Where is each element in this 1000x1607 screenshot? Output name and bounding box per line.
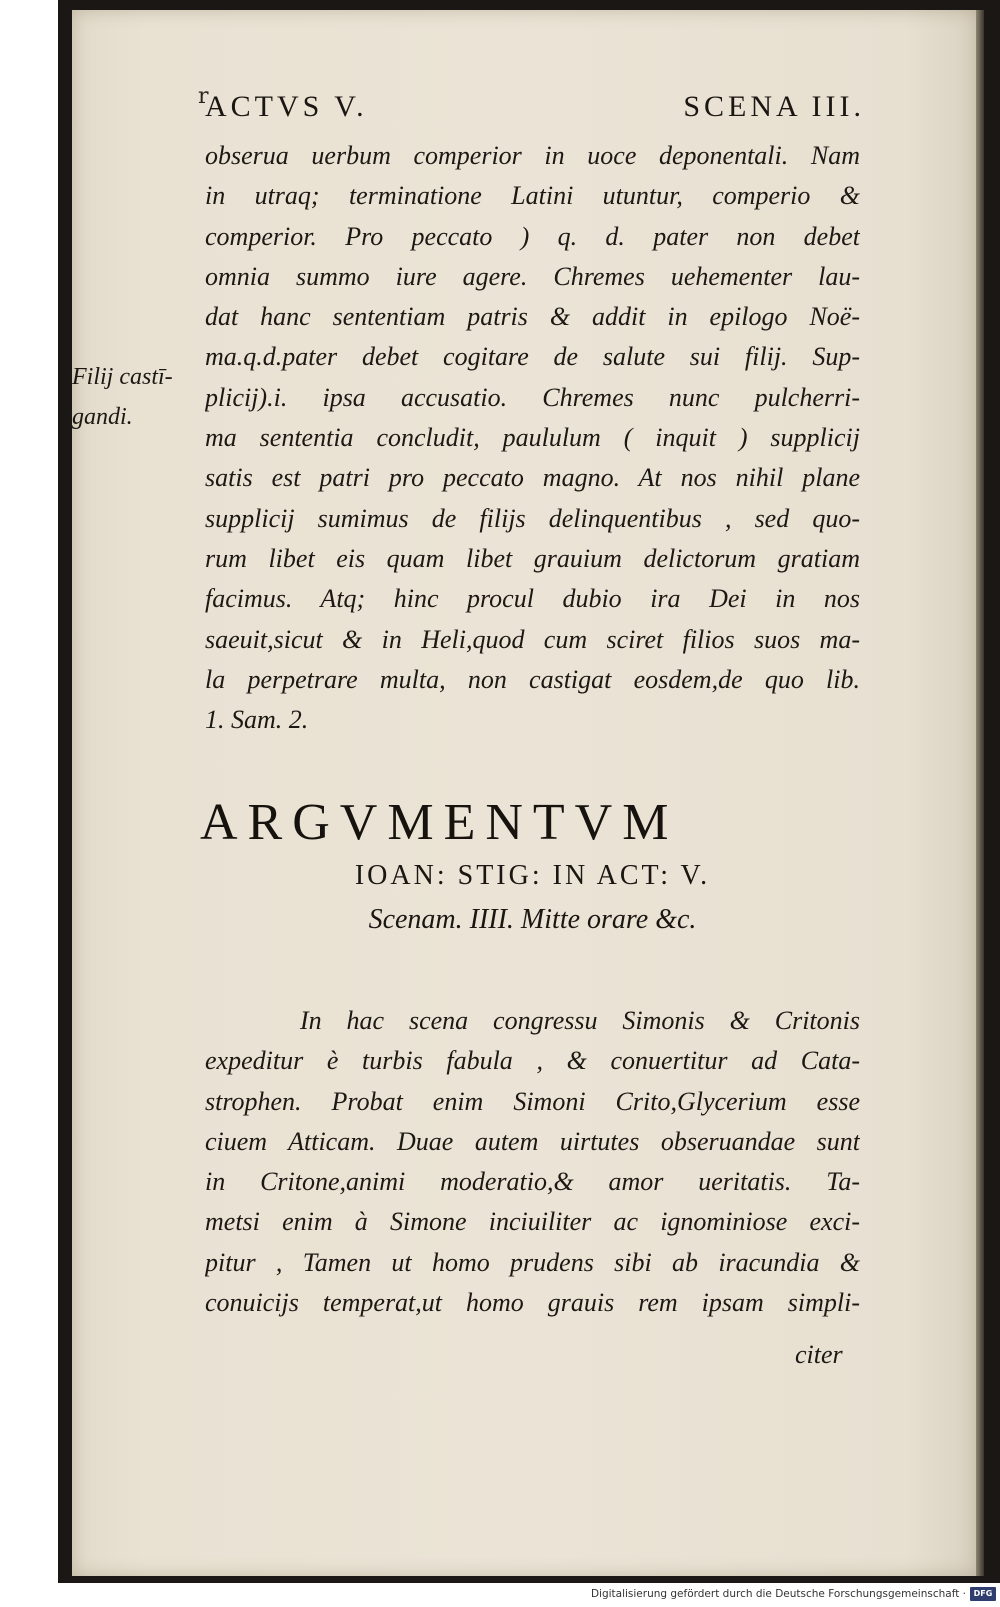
text-line: conuicijs temperat,ut homo grauis rem ipsam simpli-	[205, 1288, 860, 1318]
argumentum-scene: Scenam. IIII. Mitte orare &c.	[368, 904, 697, 935]
text-line: metsi enim à Simone inciuiliter ac ignominiose exci-	[205, 1207, 860, 1237]
text-line: omnia summo iure agere. Chremes uehementer lau-	[205, 261, 860, 291]
text-line: expeditur è turbis fabula , & conuertitur ad Cata-	[205, 1046, 860, 1076]
digitization-footer	[0, 1584, 1000, 1607]
funding-credit: Digitalisierung gefördert durch die Deutsche Forschungsgemeinschaft ·	[590, 1588, 966, 1600]
commentary-text	[205, 136, 860, 740]
catchword: citer	[795, 1340, 843, 1369]
text-line: ciuem Atticam. Duae autem uirtutes obseruandae sunt	[205, 1126, 860, 1156]
text-line: saeuit,sicut & in Heli,quod cum sciret filios suos ma-	[205, 624, 860, 654]
text-line: pitur , Tamen ut homo prudens sibi ab iracundia &	[205, 1247, 860, 1277]
argument-text	[205, 1001, 860, 1323]
marginal-note	[72, 357, 202, 437]
page-edge	[976, 10, 984, 1576]
text-line: 1. Sam. 2.	[205, 705, 309, 735]
running-head	[205, 90, 865, 124]
marginal-line: gandi.	[72, 404, 133, 430]
running-head-scene: SCENA III.	[683, 90, 865, 123]
text-line: in Critone,animi moderatio,& amor ueritatis. Ta-	[205, 1167, 860, 1197]
text-line: dat hanc sententiam patris & addit in epilogo Noë-	[205, 302, 860, 332]
text-line: rum libet eis quam libet grauium delictorum gratiam	[205, 543, 860, 573]
text-line: la perpetrare multa, non castigat eosdem,de quo lib.	[205, 664, 860, 694]
text-line: ma sententia concludit, paululum ( inquit ) supplicij	[205, 423, 860, 453]
text-line: ma.q.d.pater debet cogitare de salute sui filij. Sup-	[205, 342, 860, 372]
text-line: comperior. Pro peccato ) q. d. pater non debet	[205, 221, 860, 251]
text-line: facimus. Atq; hinc procul dubio ira Dei in nos	[205, 584, 860, 614]
dfg-logo[interactable]: DFG	[970, 1587, 996, 1601]
argumentum-author: IOAN: STIG: IN ACT: V.	[354, 860, 711, 891]
text-line: in utraq; terminatione Latini utuntur, comperio &	[205, 181, 860, 211]
text-line: strophen. Probat enim Simoni Crito,Glycerium esse	[205, 1086, 860, 1116]
text-line: supplicij sumimus de filijs delinquentibus , sed quo-	[205, 503, 860, 533]
text-line: satis est patri pro peccato magno. At nos nihil plane	[205, 463, 860, 493]
printer-mark: r	[198, 84, 209, 109]
argumentum-heading: ARGVMENTVM	[200, 794, 679, 851]
text-line: In hac scena congressu Simonis & Critonis	[300, 1006, 860, 1035]
text-line: plicij).i. ipsa accusatio. Chremes nunc pulcherri-	[205, 382, 860, 412]
text-line: obserua uerbum comperior in uoce deponentali. Nam	[205, 141, 860, 170]
running-head-act: ACTVS V.	[205, 90, 368, 123]
marginal-line: Filij castī-	[72, 364, 173, 390]
